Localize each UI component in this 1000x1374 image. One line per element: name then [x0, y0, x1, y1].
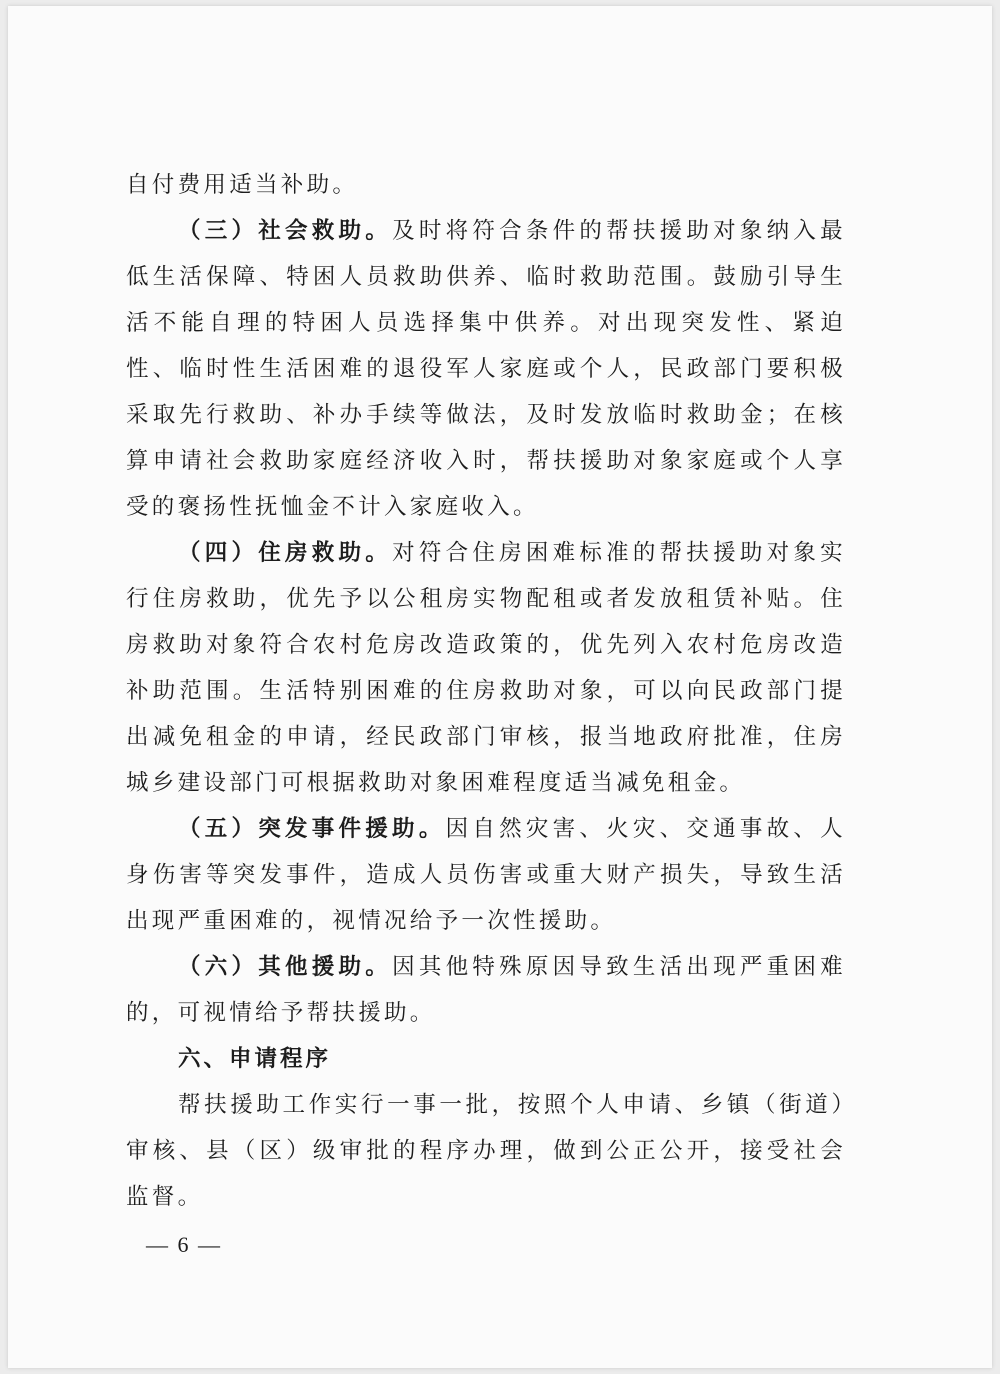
paragraph-heading: （五）突发事件援助。: [178, 816, 446, 842]
paragraph-application-procedure: [126, 1082, 846, 1220]
paragraph-heading: （四）住房救助。: [178, 540, 393, 566]
paragraph-text: 对符合住房困难标准的帮扶援助对象实行住房救助，优先予以公租房实物配租或者发放租赁补贴。住房救助对象符合农村危房改造政策的，优先列入农村危房改造补助范围。生活特别困难的住房救助对象，可以向民政部门提出减免租金的申请，经民政部门审核，报当地政府批准，住房城乡建设部门可根据救助对象困难程度适当减免租金。: [126, 540, 846, 796]
paragraph-other-assistance: [126, 944, 846, 1036]
paragraph-heading: （三）社会救助。: [178, 218, 393, 244]
paragraph-emergency-assistance: [126, 806, 846, 944]
paragraph-text: 因自然灾害、火灾、交通事故、人身伤害等突发事件，造成人员伤害或重大财产损失，导致生活出现严重困难的，视情况给予一次性援助。: [126, 816, 846, 934]
paragraph-text: 因其他特殊原因导致生活出现严重困难的，可视情给予帮扶援助。: [126, 954, 846, 1026]
document-body: [126, 162, 846, 1220]
paragraph-text: 自付费用适当补助。: [126, 172, 359, 198]
paragraph-continuation: [126, 162, 846, 208]
document-page: [8, 6, 992, 1368]
paragraph-housing-assistance: [126, 530, 846, 806]
section-heading: 六、申请程序: [178, 1046, 332, 1072]
page-number: — 6 —: [146, 1232, 222, 1257]
paragraph-text: 帮扶援助工作实行一事一批，按照个人申请、乡镇（街道）审核、县（区）级审批的程序办理，做到公正公开，接受社会监督。: [126, 1092, 846, 1210]
paragraph-heading: （六）其他援助。: [178, 954, 393, 980]
paragraph-social-assistance: [126, 208, 846, 530]
paragraph-text: 及时将符合条件的帮扶援助对象纳入最低生活保障、特困人员救助供养、临时救助范围。鼓励引导生活不能自理的特困人员选择集中供养。对出现突发性、紧迫性、临时性生活困难的退役军人家庭或个人，民政部门要积极采取先行救助、补办手续等做法，及时发放临时救助金；在核算申请社会救助家庭经济收入时，帮扶援助对象家庭或个人享受的褒扬性抚恤金不计入家庭收入。: [126, 218, 846, 520]
